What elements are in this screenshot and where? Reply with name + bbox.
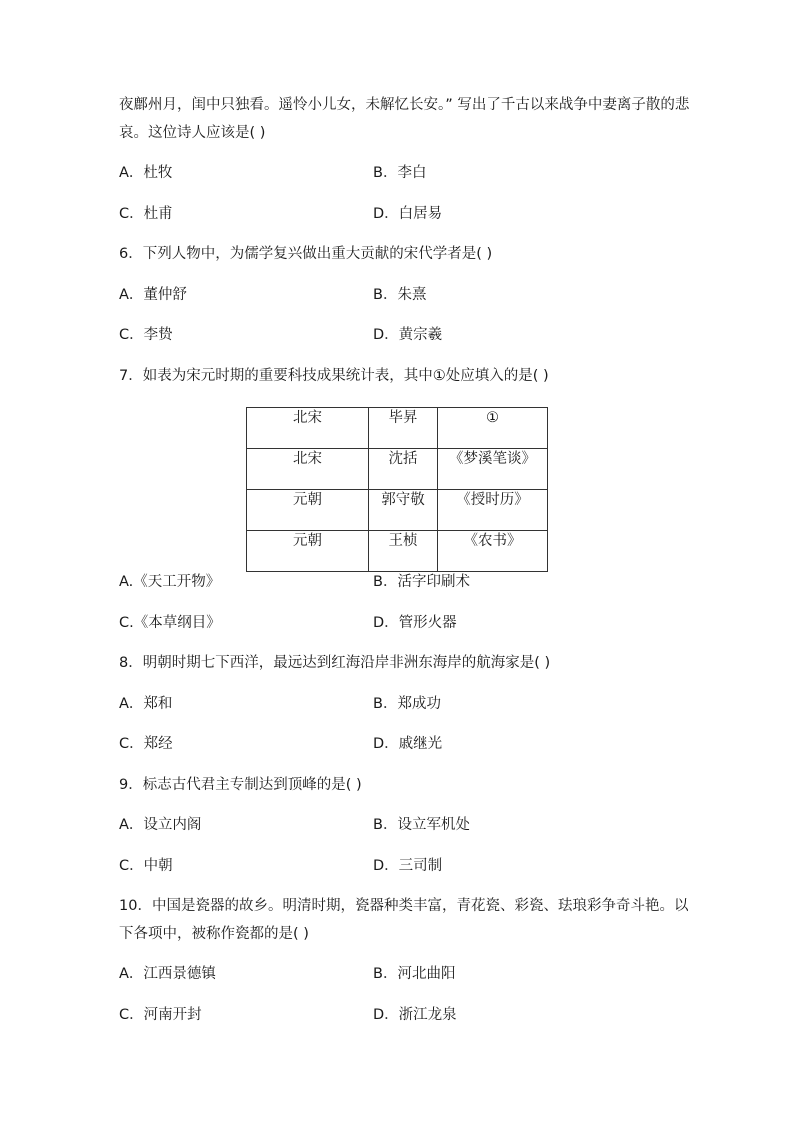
q5-option-a: A．杜牧 — [119, 165, 173, 181]
table-row — [247, 490, 548, 531]
q6-option-c: C．李贽 — [119, 327, 173, 343]
q8-option-d: D．戚继光 — [373, 736, 443, 752]
q9-option-d: D．三司制 — [373, 858, 443, 874]
q9-option-b: B．设立军机处 — [373, 817, 470, 833]
q7-option-a: A.《天工开物》 — [119, 574, 221, 590]
q6-stem: 6．下列人物中，为儒学复兴做出重大贡献的宋代学者是( ) — [119, 246, 493, 262]
q5-stem-line1: 夜鄜州月，闺中只独看。遥怜小儿女，未解忆长安。” 写出了千古以来战争中妻离子散的悲 — [119, 97, 690, 113]
q9-option-c: C．中朝 — [119, 858, 173, 874]
q10-stem-line1: 10．中国是瓷器的故乡。明清时期，瓷器种类丰富，青花瓷、彩瓷、珐琅彩争奇斗艳。以 — [119, 898, 689, 914]
table-cell: 元朝 — [247, 531, 369, 572]
table-cell: 沈括 — [369, 449, 438, 490]
q10-option-b: B．河北曲阳 — [373, 966, 456, 982]
q10-option-a: A．江西景德镇 — [119, 966, 216, 982]
table-row — [247, 408, 548, 449]
table-cell: 王桢 — [369, 531, 438, 572]
tech-achievement-table — [246, 407, 548, 572]
q7-option-b: B．活字印刷术 — [373, 574, 470, 590]
q9-stem: 9．标志古代君主专制达到顶峰的是( ) — [119, 777, 362, 793]
table-cell: 北宋 — [247, 408, 369, 449]
table-row — [247, 531, 548, 572]
q5-option-d: D．白居易 — [373, 206, 443, 222]
q10-option-d: D．浙江龙泉 — [373, 1007, 457, 1023]
q6-option-d: D．黄宗羲 — [373, 327, 443, 343]
q5-option-c: C．杜甫 — [119, 206, 173, 222]
table-cell: 《授时历》 — [438, 490, 548, 531]
q5-stem-line2: 哀。这位诗人应该是( ) — [119, 125, 266, 141]
table-cell: 郭守敬 — [369, 490, 438, 531]
table-cell: 毕昇 — [369, 408, 438, 449]
q8-option-c: C．郑经 — [119, 736, 173, 752]
table-cell: 北宋 — [247, 449, 369, 490]
q7-stem: 7．如表为宋元时期的重要科技成果统计表，其中①处应填入的是( ) — [119, 368, 549, 384]
table-cell: 元朝 — [247, 490, 369, 531]
q6-option-b: B．朱熹 — [373, 287, 427, 303]
table-row — [247, 449, 548, 490]
q6-option-a: A．董仲舒 — [119, 287, 187, 303]
table-cell: 《农书》 — [438, 531, 548, 572]
table-cell: 《梦溪笔谈》 — [438, 449, 548, 490]
q8-option-a: A．郑和 — [119, 696, 173, 712]
table-cell: ① — [438, 408, 548, 449]
q7-option-d: D．管形火器 — [373, 615, 457, 631]
q9-option-a: A．设立内阁 — [119, 817, 202, 833]
q5-option-b: B．李白 — [373, 165, 427, 181]
q7-option-c: C.《本草纲目》 — [119, 615, 221, 631]
q8-stem: 8．明朝时期七下西洋，最远达到红海沿岸非洲东海岸的航海家是( ) — [119, 655, 551, 671]
q10-stem-line2: 下各项中，被称作瓷都的是( ) — [119, 926, 309, 942]
q8-option-b: B．郑成功 — [373, 696, 441, 712]
q10-option-c: C．河南开封 — [119, 1007, 202, 1023]
